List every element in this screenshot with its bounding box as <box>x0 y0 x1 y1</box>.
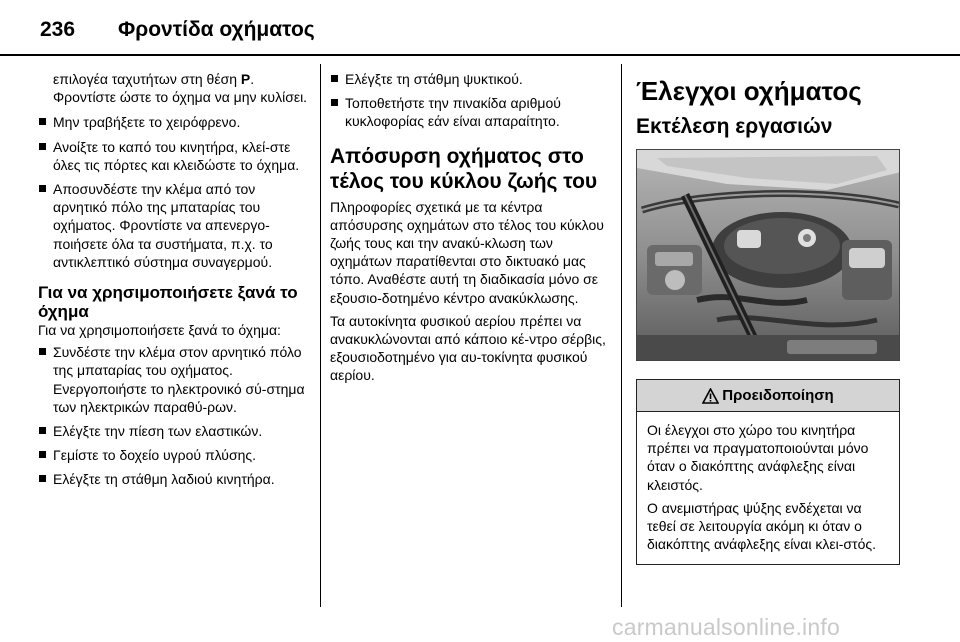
square-bullet-icon <box>39 451 46 458</box>
page-number: 236 <box>40 18 76 41</box>
intro-text-end: . Φροντίστε ώστε το όχημα να μην κυλίσει. <box>53 71 308 106</box>
intro-text: επιλογέα ταχυτήτων στη θέση <box>53 71 241 87</box>
warning-triangle-icon <box>702 388 719 404</box>
intro-paragraph <box>38 70 308 106</box>
header-rule <box>0 54 960 56</box>
chapter-title: Έλεγχοι οχήματος <box>636 76 862 106</box>
engine-bay-photo <box>636 149 900 361</box>
reuse-steps-continued <box>330 70 606 131</box>
watermark: carmanualsonline.info <box>612 614 840 640</box>
warning-paragraph: Ο ανεμιστήρας ψύξης ενδέχεται να τεθεί σε λειτουργία ακόμη κι όταν ο διακόπτης ανάφλεξης είναι κλει-στός. <box>647 499 877 553</box>
gas-vehicles-paragraph: Τα αυτοκίνητα φυσικού αερίου πρέπει να ανακυκλώνονται από κάποιο κέ-ντρο σέρβις, εξουσιοδοτημένο για αυ-τοκίνητα φυσικού αερίου. <box>330 312 606 384</box>
list-item: Ελέγξτε την πίεση των ελαστικών. <box>38 422 308 440</box>
list-item: Μην τραβήξετε το χειρόφρενο. <box>38 113 308 131</box>
square-bullet-icon <box>39 475 46 482</box>
list-item: Συνδέστε την κλέμα στον αρνητικό πόλο της μπαταρίας του οχήματος. Ενεργοποιήστε το ηλεκτρονικό σύ-στημα των ηλεκτρικών παραθύ-ρων. <box>38 343 308 416</box>
list-item: Ελέγξτε τη στάθμη λαδιού κινητήρα. <box>38 470 308 488</box>
end-of-life-paragraph: Πληροφορίες σχετικά με τα κέντρα απόσυρσης οχημάτων στο τέλος του κύκλου ζωής τους και την ανακύ-κλωση των οχημάτων παρατίθενται στο δικτυακό μας τόπο. Αναθέστε αυτή τη διαδικασία μόνο σε εξουσιο-δοτημένο κέντρο ανακύκλωσης. <box>330 198 604 306</box>
warning-title: Προειδοποίηση <box>722 387 834 404</box>
running-title: Φροντίδα οχήματος <box>118 18 315 41</box>
warning-body <box>637 412 899 564</box>
list-item: Γεμίστε το δοχείο υγρού πλύσης. <box>38 446 308 464</box>
square-bullet-icon <box>39 348 46 355</box>
column-divider-2 <box>621 64 622 607</box>
list-item: Ελέγξτε τη στάθμη ψυκτικού. <box>330 70 606 88</box>
column-1 <box>38 70 308 495</box>
list-item: Αποσυνδέστε την κλέμα από τον αρνητικό πόλο της μπαταρίας του οχήματος. Φροντίστε να απενεργο-ποιήσετε όλα τα συστήματα, π.χ. το αντικλεπτικό σύστημα συναγερμού. <box>38 180 308 271</box>
square-bullet-icon <box>331 75 338 82</box>
square-bullet-icon <box>39 185 46 192</box>
engine-bay-illustration <box>637 150 900 361</box>
section-heading-reuse: Για να χρησιμοποιήσετε ξανά το όχημα <box>38 283 298 322</box>
warning-paragraph: Οι έλεγχοι στο χώρο του κινητήρα πρέπει να πραγματοποιούνται μόνο όταν ο διακόπτης ανάφλεξης είναι κλειστός. <box>647 422 869 493</box>
reuse-steps-list <box>38 343 308 488</box>
square-bullet-icon <box>331 99 338 106</box>
section-heading-end-of-life: Απόσυρση οχήματος στο τέλος του κύκλου ζωής του <box>330 144 598 193</box>
page-header <box>0 0 960 56</box>
warning-box <box>636 379 900 565</box>
storage-steps-list <box>38 113 308 271</box>
square-bullet-icon <box>39 118 46 125</box>
reuse-lead: Για να χρησιμοποιήσετε ξανά το όχημα: <box>38 322 281 339</box>
column-divider-1 <box>320 64 321 607</box>
column-2 <box>330 70 606 390</box>
list-item: Τοποθετήστε την πινακίδα αριθμού κυκλοφορίας εάν είναι απαραίτητο. <box>330 94 606 130</box>
square-bullet-icon <box>39 427 46 434</box>
column-3 <box>636 70 920 565</box>
square-bullet-icon <box>39 143 46 150</box>
list-item: Ανοίξτε το καπό του κινητήρα, κλεί-στε όλες τις πόρτες και κλειδώστε το όχημα. <box>38 138 308 174</box>
warning-header <box>637 380 899 412</box>
gear-position-p: P <box>240 71 251 87</box>
section-subtitle: Εκτέλεση εργασιών <box>636 115 833 138</box>
